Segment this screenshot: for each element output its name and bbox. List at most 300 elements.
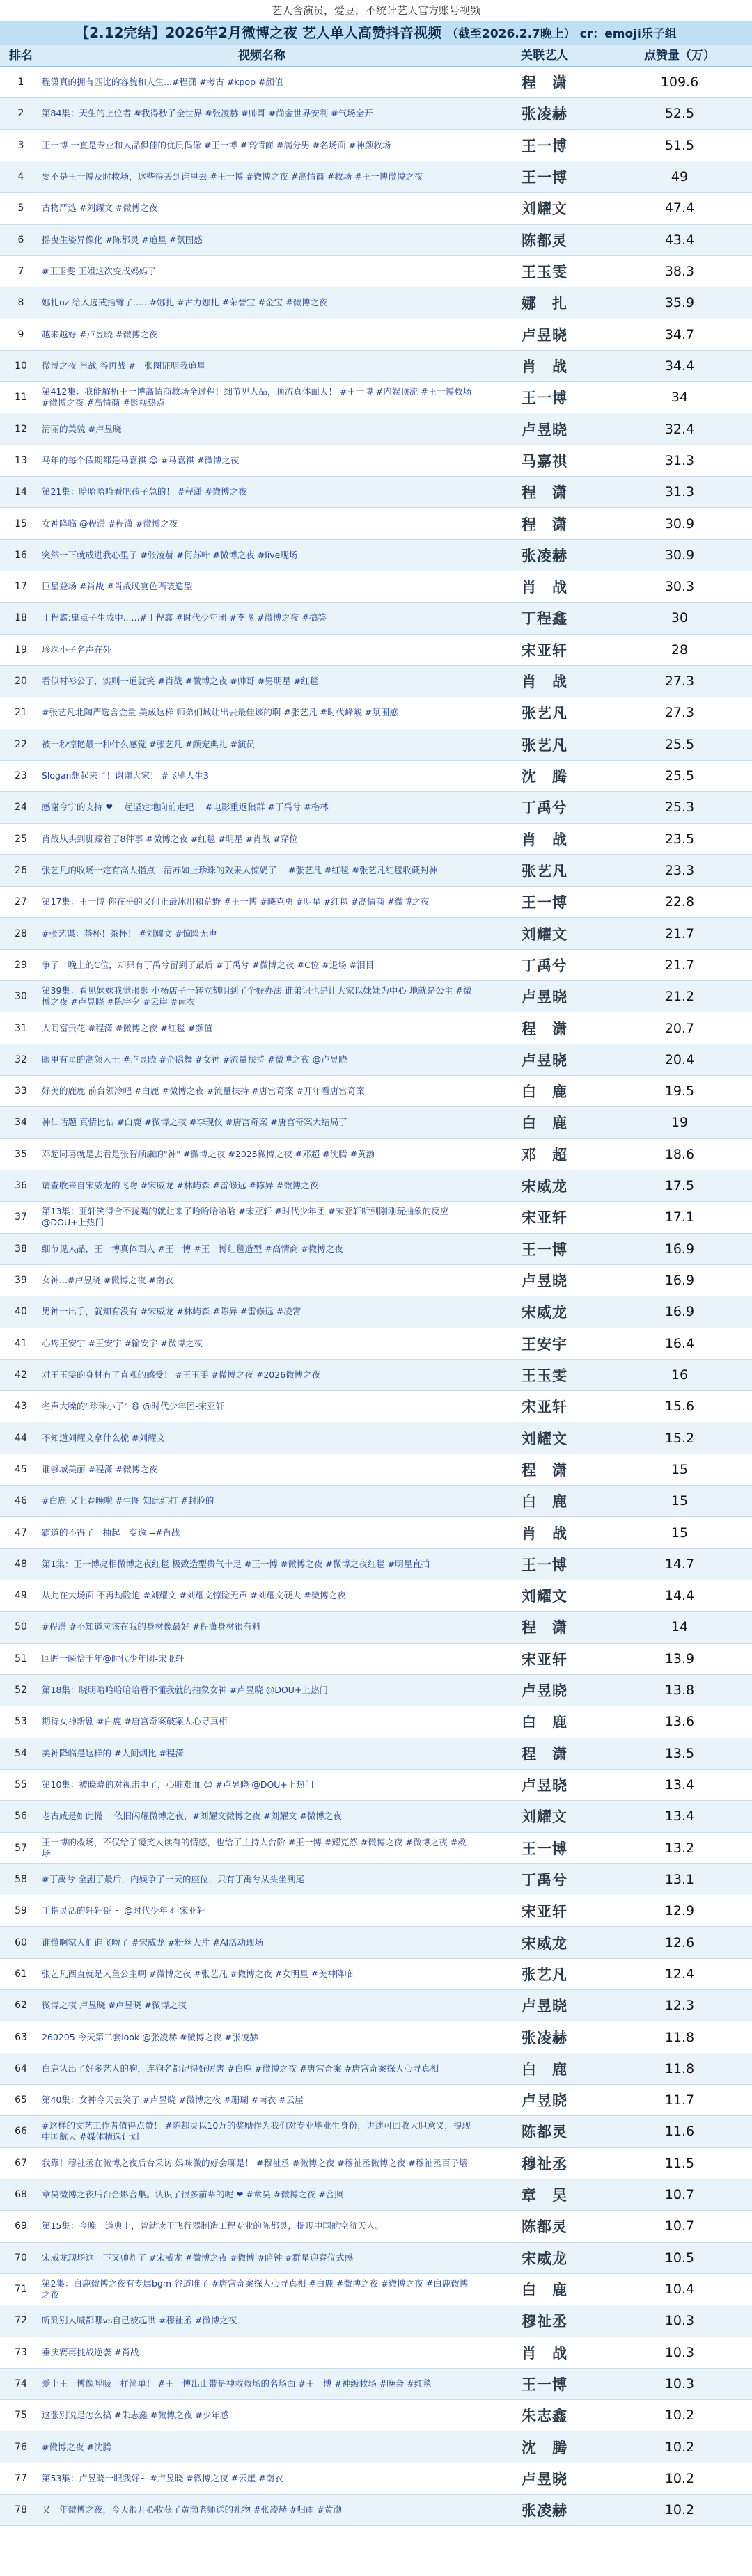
row-video-name: 第40集：女神今天去笑了 #卢昱晓 #微博之夜 #珊瑚 #南衣 #云崖 (42, 2094, 304, 2106)
row-video-name: 白鹿认出了好多艺人的狗，连狗名都记得好厉害 #白鹿 #微博之夜 #唐宫奇案 #唐宫奇案探人心寻真相 (42, 2062, 439, 2074)
row-rank: 22 (15, 738, 27, 750)
row-likes: 13.1 (664, 1871, 695, 1887)
row-artist: 王一博 (522, 137, 567, 154)
table-row (0, 1517, 752, 1548)
table-row (0, 729, 752, 761)
row-rank: 27 (15, 896, 27, 908)
table-header (0, 45, 752, 67)
table-row (0, 445, 752, 477)
row-rank: 45 (15, 1463, 27, 1475)
row-likes: 21.7 (664, 957, 695, 973)
row-rank: 75 (15, 2410, 27, 2422)
table-row (0, 1107, 752, 1138)
row-artist: 穆祉丞 (522, 2155, 567, 2172)
row-artist: 王玉雯 (522, 264, 567, 281)
row-rank: 11 (15, 392, 27, 404)
row-artist: 马嘉祺 (522, 452, 567, 470)
table-row (0, 1580, 752, 1612)
row-video-name: 听到别人喊都哪vs自己被起哄 #穆祉丞 #微博之夜 (42, 2315, 237, 2326)
row-rank: 72 (15, 2315, 27, 2327)
row-artist: 卢昱晓 (522, 1273, 567, 1290)
row-artist: 卢昱晓 (522, 989, 567, 1006)
table-row (0, 2211, 752, 2242)
row-video-name: 王一博 一直是专业和人品俱佳的优质偶像 #王一博 #高情商 #满分男 #名场面 #神颜救场 (42, 139, 391, 150)
row-artist: 王一博 (522, 390, 567, 407)
row-artist: 宋亚轩 (522, 1209, 567, 1227)
row-video-name: 第412集：我能解析王一博高情商救场全过程！细节见人品，顶流真体面人！ #王一博 #内娱顶流 #王一博救场 #微博之夜 #高情商 #影视热点 (42, 386, 472, 408)
row-likes: 13.4 (664, 1808, 695, 1824)
row-video-name: 心疼王安宇 #王安宇 #输安宇 #微博之夜 (42, 1337, 203, 1349)
row-video-name: Slogan想起来了！谢谢大家！ #飞驰人生3 (42, 770, 209, 781)
row-artist: 宋威龙 (522, 1178, 567, 1195)
row-rank: 19 (15, 644, 27, 655)
row-rank: 10 (15, 360, 27, 372)
row-likes: 13.4 (664, 1777, 695, 1793)
table-row (0, 697, 752, 729)
row-likes: 10.7 (664, 2187, 695, 2203)
table-row (0, 1044, 752, 1076)
row-artist: 卢昱晓 (522, 2092, 567, 2110)
row-rank: 25 (15, 833, 27, 845)
row-artist: 卢昱晓 (522, 326, 567, 344)
table-row (0, 1675, 752, 1706)
row-artist: 肖 战 (522, 831, 567, 848)
row-video-name: 被一秒惊艳最一种什么感觉 #张艺凡 #颜宠典礼 #演员 (42, 738, 255, 749)
row-rank: 1 (17, 77, 24, 88)
row-likes: 22.8 (664, 894, 695, 910)
table-row (0, 1170, 752, 1202)
row-video-name: 人间富贵花 #程潇 #微博之夜 #红毯 #颜值 (42, 1022, 213, 1033)
row-rank: 52 (15, 1685, 27, 1696)
row-video-name: 女神...#卢昱晓 #微博之夜 #南衣 (42, 1275, 173, 1286)
row-rank: 62 (15, 2000, 27, 2012)
row-likes: 14.4 (664, 1588, 695, 1604)
row-likes: 19.5 (664, 1083, 695, 1099)
table-row (0, 2431, 752, 2463)
table-row (0, 824, 752, 855)
table-row (0, 2400, 752, 2431)
row-artist: 程 潇 (522, 1461, 567, 1479)
row-rank: 63 (15, 2031, 27, 2043)
row-rank: 21 (15, 707, 27, 719)
table-row (0, 571, 752, 603)
row-video-name: 微博之夜 卢昱晓 #卢昱晓 #微博之夜 (42, 2000, 187, 2011)
row-likes: 34 (671, 390, 689, 406)
row-artist: 宋亚轩 (522, 1903, 567, 1921)
row-rank: 31 (15, 1022, 27, 1034)
row-video-name: 突然一下就成进我心里了 #张凌赫 #何苏叶 #微博之夜 #live现场 (42, 549, 298, 560)
header-rank: 排名 (9, 49, 33, 63)
row-video-name: 名声大噪的"珍珠小子" 😄 @时代少年团-宋亚轩 (42, 1401, 224, 1412)
row-artist: 张艺凡 (522, 1966, 567, 1983)
row-video-name: #张艺谋：茶杯！茶杯！ #刘耀文 #惊险无声 (42, 928, 217, 939)
row-rank: 7 (17, 266, 24, 278)
row-video-name: 章昊微博之夜后台合影合集。认识了很多前辈的呢 ❤ #章昊 #微博之夜 #合照 (42, 2189, 343, 2200)
row-likes: 17.5 (664, 1178, 695, 1194)
row-artist: 陈都灵 (522, 2124, 567, 2141)
table-row (0, 2337, 752, 2369)
row-artist: 肖 战 (522, 358, 567, 375)
table-row (0, 319, 752, 351)
row-video-name: 马年的每个假期都是马嘉祺 😍 #马嘉祺 #微博之夜 (42, 454, 240, 466)
table-row (0, 2463, 752, 2495)
row-video-name: 谁懂啊家人们谁飞吻了 #宋威龙 #粉丝大片 #AI活动现场 (42, 1937, 264, 1948)
row-artist: 王安宇 (522, 1335, 567, 1353)
row-rank: 18 (15, 612, 27, 624)
row-artist: 程 潇 (522, 74, 567, 92)
row-likes: 15.6 (664, 1399, 695, 1415)
row-video-name: 回眸一瞬恰千年@时代少年团-宋亚轩 (42, 1653, 185, 1664)
table-row (0, 1454, 752, 1486)
row-video-name: 珍珠小子名声在外 (42, 644, 112, 655)
row-video-name: 神仙话题 真情比钻 #白鹿 #微博之夜 #李现仪 #唐宫奇案 #唐宫奇案大结局了 (42, 1117, 347, 1128)
row-video-name: 女神降临 @程潇 #程潇 #微博之夜 (42, 518, 178, 529)
row-likes: 30.9 (664, 516, 695, 532)
row-artist: 卢昱晓 (522, 421, 567, 438)
row-likes: 11.6 (664, 2124, 695, 2140)
row-video-name: 感谢今宁的支持 ❤ 一起坚定地向前走吧！ #电影重返狼群 #丁禹兮 #格林 (42, 802, 329, 813)
row-artist: 白 鹿 (522, 2060, 567, 2078)
row-video-name: 不知道刘耀文拿什么梳 #刘耀文 (42, 1432, 165, 1443)
row-video-name: 王一博的救场，不仅给了镜笑人读有的情感，也给了主持人台阶 #王一博 #耀克然 #微博之夜 #微博之夜 #救场 (42, 1836, 467, 1859)
row-rank: 14 (15, 486, 27, 498)
row-likes: 27.3 (664, 705, 695, 721)
row-video-name: 清丽的美貌 #卢昱晓 (42, 423, 122, 434)
table-row (0, 2179, 752, 2211)
row-artist: 白 鹿 (522, 1493, 567, 1511)
row-video-name: 手指灵活的轩轩哥 ~ @时代少年团-宋亚轩 (42, 1905, 206, 1916)
row-likes: 18.6 (664, 1146, 695, 1162)
row-video-name: #白鹿 又上春晚啦 #生图 知此红打 #封脸的 (42, 1495, 214, 1506)
row-artist: 丁禹兮 (522, 1871, 567, 1889)
row-rank: 35 (15, 1148, 27, 1160)
row-likes: 14.7 (664, 1556, 695, 1572)
table-row (0, 1959, 752, 1990)
table-row (0, 1612, 752, 1643)
header-likes: 点赞量（万） (644, 49, 715, 63)
row-rank: 33 (15, 1086, 27, 1097)
row-video-name: #张艺凡北陶严选含金量 美成这样 师弟们城让出去最佳该的啊 #张艺凡 #时代峰峻 #氛围感 (42, 707, 398, 718)
row-likes: 11.8 (664, 2029, 695, 2045)
row-video-name: #程潇 #不知道应该在我的身材像最好 #程潇身材很有料 (42, 1621, 261, 1632)
row-video-name: 好美的鹿鹿 前台领冷吧 #白鹿 #微博之夜 #流量扶持 #唐宫奇案 #开年看唐宫奇案 (42, 1086, 365, 1097)
row-likes: 30 (671, 610, 689, 626)
table-row (0, 887, 752, 918)
row-artist: 丁程鑫 (522, 610, 567, 628)
row-likes: 27.3 (664, 674, 695, 690)
row-rank: 32 (15, 1054, 27, 1065)
row-artist: 沈 腾 (522, 2439, 567, 2456)
table-row (0, 761, 752, 792)
row-video-name: 第17集：王一博 你在乎的又何止最冰川和荒野 #王一博 #曦克勇 #明星 #红毯 #高情商 #微博之夜 (42, 896, 430, 907)
row-artist: 白 鹿 (522, 1083, 567, 1101)
row-video-name: 肖战从头到脚藏着了8件事 #微博之夜 #红毯 #明星 #肖战 #穿位 (42, 833, 298, 844)
table-row (0, 1360, 752, 1391)
row-video-name: 宋威龙现场这一下又帅炸了 #宋威龙 #微博之夜 #微博 #暗钟 #群星迎春仪式感 (42, 2252, 354, 2263)
row-artist: 张艺凡 (522, 705, 567, 722)
table-row (0, 855, 752, 887)
row-rank: 60 (15, 1937, 27, 1948)
row-likes: 13.2 (664, 1840, 695, 1856)
table-row (0, 193, 752, 224)
row-rank: 47 (15, 1527, 27, 1539)
row-likes: 15 (671, 1461, 689, 1477)
table-row (0, 2274, 752, 2305)
row-rank: 78 (15, 2504, 27, 2516)
row-likes: 19 (671, 1115, 689, 1131)
row-video-name: 丁程鑫:鬼点子生成中......#丁程鑫 #时代少年团 #李飞 #微博之夜 #搞笑 (42, 612, 327, 623)
row-likes: 10.5 (664, 2250, 695, 2266)
table-row (0, 635, 752, 666)
row-likes: 30.3 (664, 579, 695, 595)
row-artist: 程 潇 (522, 516, 567, 533)
table-row (0, 287, 752, 319)
row-likes: 11.8 (664, 2060, 695, 2076)
table-row (0, 1328, 752, 1360)
table-row (0, 67, 752, 98)
row-likes: 10.2 (664, 2470, 695, 2486)
row-video-name: 第18集：晓明哈哈哈哈哈看不懂我就的抽象女神 #卢昱晓 @DOU+上热门 (42, 1685, 328, 1696)
table-row (0, 1296, 752, 1328)
row-artist: 穆祉丞 (522, 2313, 567, 2330)
row-rank: 28 (15, 928, 27, 939)
row-artist: 卢昱晓 (522, 1998, 567, 2015)
row-video-name: 巨星登场 #肖战 #肖战晚宴色西装造型 (42, 581, 193, 592)
table-row (0, 1549, 752, 1580)
row-artist: 邓 超 (522, 1146, 567, 1163)
row-rank: 55 (15, 1779, 27, 1791)
row-video-name: 张艺凡西直就是人鱼公主啊 #微博之夜 #张艺凡 #微博之夜 #女明星 #美神降临 (42, 1968, 354, 1979)
row-artist: 程 潇 (522, 484, 567, 502)
row-rank: 44 (15, 1432, 27, 1444)
table-row (0, 1265, 752, 1296)
row-artist: 白 鹿 (522, 2282, 567, 2299)
row-likes: 16 (671, 1367, 689, 1383)
row-artist: 程 潇 (522, 1619, 567, 1637)
row-likes: 23.5 (664, 831, 695, 847)
row-artist: 丁禹兮 (522, 957, 567, 974)
table-row (0, 477, 752, 508)
row-video-name: 古物严选 #刘耀文 #微博之夜 (42, 202, 158, 214)
table-row (0, 1391, 752, 1422)
row-likes: 20.4 (664, 1051, 695, 1067)
table-body (0, 67, 752, 2526)
row-likes: 16.9 (664, 1304, 695, 1320)
table-row (0, 1422, 752, 1454)
table-row (0, 1139, 752, 1170)
table-row (0, 508, 752, 539)
row-rank: 5 (17, 202, 24, 214)
row-rank: 48 (15, 1558, 27, 1570)
row-likes: 16.9 (664, 1273, 695, 1289)
row-rank: 64 (15, 2062, 27, 2074)
row-likes: 12.9 (664, 1903, 695, 1919)
row-artist: 宋威龙 (522, 1934, 567, 1952)
row-likes: 12.3 (664, 1998, 695, 2014)
row-artist: 程 潇 (522, 1745, 567, 1763)
row-artist: 沈 腾 (522, 768, 567, 786)
title-main: 【2.12完结】2026年2月微博之夜 艺人单人高赞抖音视频 (75, 24, 442, 41)
row-likes: 13.8 (664, 1683, 695, 1699)
row-likes: 10.3 (664, 2344, 695, 2360)
row-rank: 23 (15, 770, 27, 782)
row-rank: 68 (15, 2189, 27, 2201)
row-rank: 58 (15, 1873, 27, 1885)
row-video-name: 第13集：亚轩笑得合不拢嘴的就让来了哈哈哈哈哈 #宋亚轩 #时代少年团 #宋亚轩听到刚刚玩抽象的反应 @DOU+上热门 (42, 1206, 449, 1228)
row-rank: 29 (15, 959, 27, 971)
row-video-name: 260205 今天第二套look @张凌赫 #微博之夜 #张凌赫 (42, 2031, 258, 2042)
row-likes: 10.4 (664, 2282, 695, 2298)
table-row (0, 981, 752, 1012)
row-rank: 38 (15, 1243, 27, 1255)
row-artist: 王一博 (522, 2376, 567, 2393)
table-row (0, 1644, 752, 1675)
row-artist: 王玉雯 (522, 1367, 567, 1384)
row-video-name: 第15集：今晚一道典上，曾就读于飞行器制造工程专业的陈都灵，提现中国航空航天人。 (42, 2220, 384, 2232)
row-likes: 13.6 (664, 1714, 695, 1730)
table-row (0, 1076, 752, 1107)
table-row (0, 2495, 752, 2526)
table-row (0, 382, 752, 413)
row-video-name: #丁禹兮 全剧了最后，内娱争了一天的座位，只有丁禹兮从头坐到尾 (42, 1873, 304, 1884)
row-artist: 宋威龙 (522, 1304, 567, 1321)
row-video-name: 摇曳生姿异像化 #陈都灵 #追星 #氛围感 (42, 234, 203, 245)
row-artist: 王一博 (522, 169, 567, 186)
row-likes: 13.9 (664, 1651, 695, 1667)
row-rank: 17 (15, 581, 27, 593)
table-row (0, 2053, 752, 2085)
row-artist: 张凌赫 (522, 106, 567, 123)
row-likes: 21.2 (664, 989, 695, 1005)
row-artist: 宋亚轩 (522, 642, 567, 659)
row-artist: 王一博 (522, 1840, 567, 1857)
row-rank: 65 (15, 2094, 27, 2106)
row-video-name: #微博之夜 #沈腾 (42, 2441, 111, 2452)
row-likes: 32.4 (664, 421, 695, 437)
row-likes: 15.2 (664, 1430, 695, 1446)
row-likes: 35.9 (664, 295, 695, 311)
row-likes: 11.7 (664, 2092, 695, 2108)
row-likes: 52.5 (664, 106, 695, 122)
row-likes: 12.6 (664, 1934, 695, 1950)
row-artist: 张艺凡 (522, 736, 567, 754)
row-likes: 10.3 (664, 2313, 695, 2329)
row-rank: 26 (15, 864, 27, 876)
row-artist: 陈都灵 (522, 2218, 567, 2236)
row-likes: 16.9 (664, 1241, 695, 1257)
row-artist: 张艺凡 (522, 862, 567, 880)
row-artist: 陈都灵 (522, 232, 567, 249)
row-likes: 13.5 (664, 1745, 695, 1761)
row-artist: 刘耀文 (522, 200, 567, 218)
row-likes: 25.3 (664, 800, 695, 816)
row-likes: 15 (671, 1525, 689, 1541)
row-rank: 16 (15, 549, 27, 561)
row-likes: 25.5 (664, 768, 695, 784)
row-video-name: 美神降临是这样的 #人间烟比 #程潇 (42, 1747, 184, 1758)
row-video-name: 第2集：白鹿微博之夜有专属bgm 谷道唯了 #唐宫奇案探人心寻真相 #白鹿 #微博之夜 #微博之夜 #白鹿微博之夜 (42, 2278, 469, 2300)
row-rank: 8 (17, 297, 24, 309)
row-artist: 程 潇 (522, 1020, 567, 1037)
row-rank: 51 (15, 1653, 27, 1664)
row-rank: 39 (15, 1275, 27, 1287)
row-rank: 56 (15, 1811, 27, 1822)
row-likes: 23.3 (664, 862, 695, 878)
row-likes: 38.3 (664, 264, 695, 280)
header-artist: 关联艺人 (521, 49, 568, 63)
table-row (0, 2369, 752, 2400)
row-likes: 10.2 (664, 2408, 695, 2424)
row-likes: 21.7 (664, 925, 695, 941)
row-video-name: 程潇真的拥有匹比的容貌和人生...#程潇 #考古 #kpop #颜值 (42, 77, 283, 88)
row-likes: 15 (671, 1493, 689, 1509)
row-rank: 2 (17, 108, 24, 120)
row-video-name: 请查收来自宋威龙的飞吻 #宋威龙 #林屿森 #雷修远 #陈异 #微博之夜 (42, 1180, 319, 1191)
row-rank: 67 (15, 2157, 27, 2169)
row-rank: 74 (15, 2378, 27, 2390)
row-rank: 53 (15, 1716, 27, 1728)
table-row (0, 2148, 752, 2179)
table-row (0, 98, 752, 129)
row-video-name: 从此在大场面 不再劫险迫 #刘耀文 #刘耀文惊险无声 #刘耀文硬人 #微博之夜 (42, 1590, 346, 1601)
row-likes: 10.3 (664, 2376, 695, 2392)
row-rank: 71 (15, 2284, 27, 2296)
row-artist: 宋亚轩 (522, 1399, 567, 1416)
table-row (0, 950, 752, 981)
table-row (0, 1864, 752, 1895)
page-title (0, 21, 752, 45)
table-row (0, 1927, 752, 1958)
row-artist: 丁禹兮 (522, 800, 567, 817)
row-video-name: 第21集：哈哈哈哈看吧孩子急的！ #程潇 #微博之夜 (42, 486, 247, 498)
row-rank: 76 (15, 2441, 27, 2453)
row-likes: 14 (671, 1619, 689, 1635)
row-likes: 17.1 (664, 1209, 695, 1225)
row-artist: 宋亚轩 (522, 1651, 567, 1668)
row-video-name: 看似衬衫公子，实则一道就笑 #肖战 #微博之夜 #帅哥 #男明星 #红毯 (42, 676, 319, 687)
row-likes: 43.4 (664, 232, 695, 248)
row-likes: 28 (671, 642, 689, 658)
row-video-name: 男神一出手，就知有没有 #宋威龙 #林屿森 #陈异 #雷修远 #凌霄 (42, 1306, 301, 1317)
row-video-name: 谁够城美丽 #程潇 #微博之夜 (42, 1463, 158, 1474)
table-row (0, 413, 752, 445)
row-likes: 11.5 (664, 2155, 695, 2171)
row-video-name: 对王玉雯的身材有了直观的感受！ #王玉雯 #微博之夜 #2026微博之夜 (42, 1369, 321, 1380)
row-video-name: 微博之夜 肖战 谷再战 #一张图证明我追星 (42, 360, 205, 371)
row-rank: 6 (17, 234, 24, 246)
row-likes: 31.3 (664, 484, 695, 500)
row-video-name: 第10集：被晓晓的对视击中了，心脏难血 😊 #卢昱晓 @DOU+上热门 (42, 1779, 314, 1790)
row-likes: 31.3 (664, 452, 695, 468)
row-artist: 宋威龙 (522, 2250, 567, 2267)
row-artist: 肖 战 (522, 674, 567, 691)
table-row (0, 130, 752, 161)
table-row (0, 1012, 752, 1044)
row-video-name: 爱上王一博像呼吸一样简单！ #王一博出山带是神救救场的名场面 #王一博 #神级救场 #晚会 #红毯 (42, 2378, 432, 2389)
table-row (0, 1895, 752, 1927)
table-row (0, 666, 752, 697)
table-row (0, 1706, 752, 1738)
row-artist: 王一博 (522, 1241, 567, 1258)
row-rank: 15 (15, 518, 27, 530)
row-likes: 10.2 (664, 2439, 695, 2455)
row-rank: 49 (15, 1590, 27, 1602)
row-rank: 41 (15, 1337, 27, 1349)
row-artist: 卢昱晓 (522, 1777, 567, 1795)
table-row (0, 1833, 752, 1864)
row-artist: 张凌赫 (522, 2029, 567, 2046)
row-rank: 42 (15, 1369, 27, 1381)
